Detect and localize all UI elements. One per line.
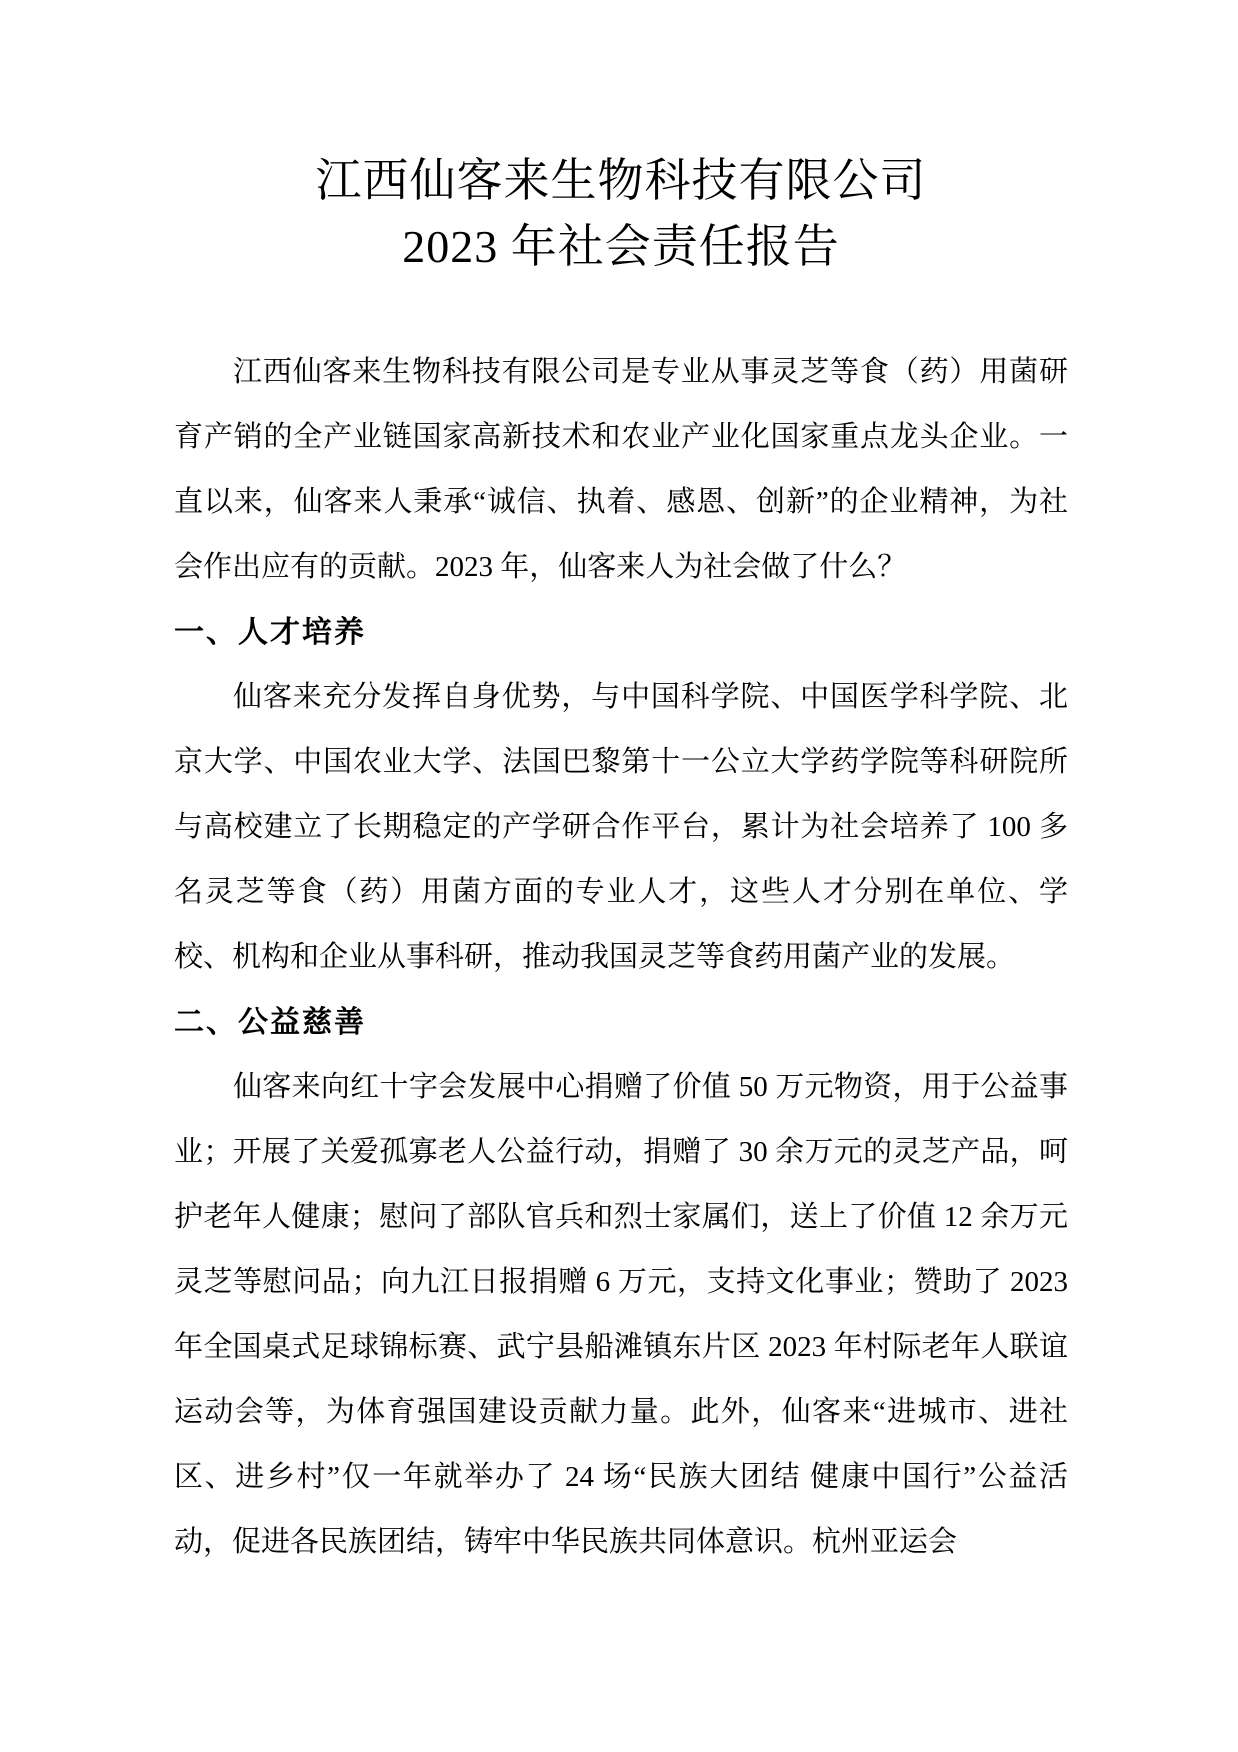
section-heading-talent-cultivation: 一、人才培养: [174, 616, 366, 649]
paragraph-company-intro: 江西仙客来生物科技有限公司是专业从事灵芝等食（药）用菌研育产销的全产业链国家高新技术和农业产业化国家重点龙头企业。一直以来，仙客来人秉承“诚信、执着、感恩、创新”的企业精神，为社会作出应有的贡献。2023 年，仙客来人为社会做了什么？: [174, 356, 1068, 583]
document-body: [174, 340, 1068, 1575]
document-title-line-2: 2023 年社会责任报告: [402, 221, 840, 272]
paragraph-talent-cultivation: 仙客来充分发挥自身优势，与中国科学院、中国医学科学院、北京大学、中国农业大学、法国巴黎第十一公立大学药学院等科研院所与高校建立了长期稳定的产学研合作平台，累计为社会培养了 100 多名灵芝等食（药）用菌方面的专业人才，这些人才分别在单位、学校、机构和企业从事科研，推动我国灵芝等食药用菌产业的发展。: [174, 681, 1068, 973]
document-title-line-1: 江西仙客来生物科技有限公司: [315, 155, 927, 206]
section-heading-public-charity: 二、公益慈善: [174, 1006, 366, 1039]
paragraph-public-charity: 仙客来向红十字会发展中心捐赠了价值 50 万元物资，用于公益事业；开展了关爱孤寡老人公益行动，捐赠了 30 余万元的灵芝产品，呵护老年人健康；慰问了部队官兵和烈士家属们，送上了价值 12 余万元灵芝等慰问品；向九江日报捐赠 6 万元，支持文化事业；赞助了 2023 年全国桌式足球锦标赛、武宁县船滩镇东片区 2023 年村际老年人联谊运动会等，为体育强国建设贡献力量。此外，仙客来“进城市、进社区、进乡村”仅一年就举办了 24 场“民族大团结 健康中国行”公益活动，促进各民族团结，铸牢中华民族共同体意识。杭州亚运会: [174, 1071, 1068, 1558]
document-title: [174, 148, 1068, 280]
